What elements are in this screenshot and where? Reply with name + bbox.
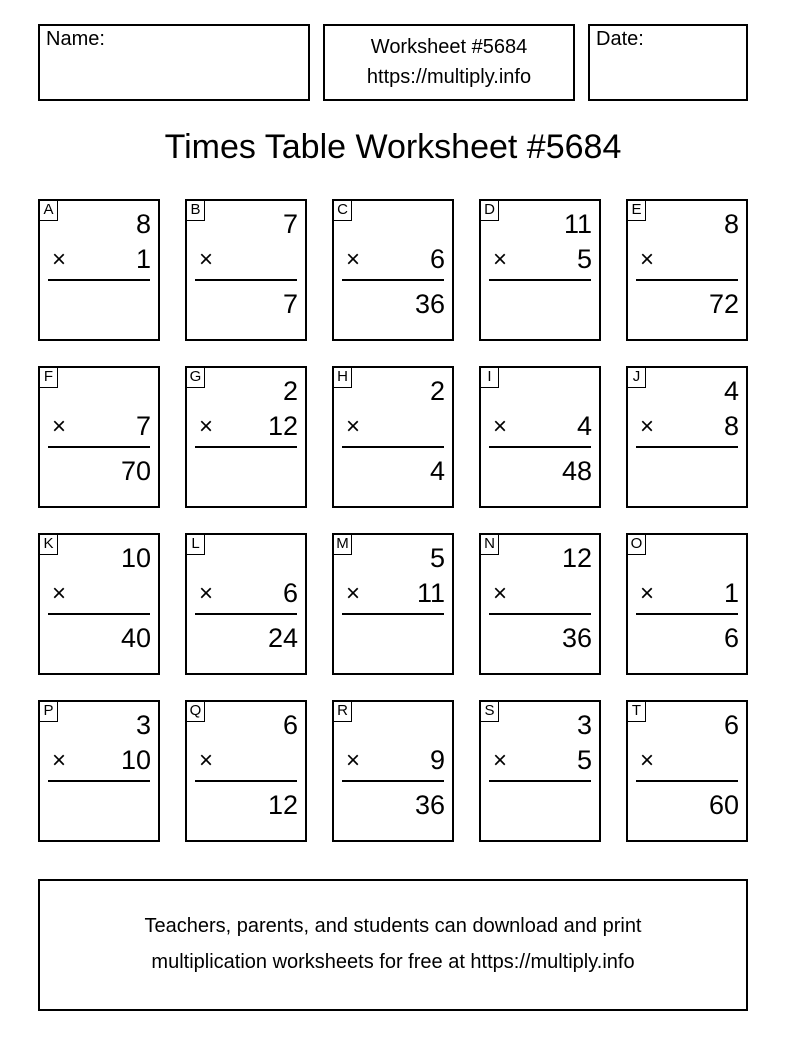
bottom-number[interactable]: 7 bbox=[135, 411, 151, 441]
problem-letter: Q bbox=[186, 701, 205, 722]
footer-box bbox=[38, 879, 748, 1011]
problem-card bbox=[479, 700, 601, 842]
bottom-number[interactable]: 4 bbox=[576, 411, 592, 441]
answer-rule bbox=[636, 279, 738, 281]
answer-rule bbox=[489, 279, 591, 281]
problem-card bbox=[626, 700, 748, 842]
problem-letter: F bbox=[39, 367, 58, 388]
problem-card bbox=[479, 366, 601, 508]
answer-number[interactable]: 72 bbox=[708, 289, 739, 319]
problem-letter: T bbox=[627, 701, 646, 722]
bottom-number[interactable]: 1 bbox=[723, 578, 739, 608]
answer-number[interactable]: 6 bbox=[723, 623, 739, 653]
date-field-box[interactable] bbox=[588, 24, 748, 101]
times-symbol: × bbox=[346, 246, 361, 273]
answer-number[interactable]: 24 bbox=[267, 623, 298, 653]
problem-card bbox=[38, 533, 160, 675]
problem-letter: M bbox=[333, 534, 352, 555]
answer-rule bbox=[342, 613, 444, 615]
problem-card bbox=[185, 366, 307, 508]
times-symbol: × bbox=[199, 747, 214, 774]
bottom-number[interactable]: 10 bbox=[120, 745, 151, 775]
answer-rule bbox=[195, 780, 297, 782]
problem-card bbox=[38, 366, 160, 508]
answer-number[interactable]: 48 bbox=[561, 456, 592, 486]
top-number[interactable]: 10 bbox=[120, 543, 151, 573]
top-number[interactable]: 5 bbox=[429, 543, 445, 573]
top-number[interactable]: 6 bbox=[723, 710, 739, 740]
answer-number[interactable]: 36 bbox=[414, 790, 445, 820]
answer-rule bbox=[48, 780, 150, 782]
problem-letter: E bbox=[627, 200, 646, 221]
times-symbol: × bbox=[640, 580, 655, 607]
top-number[interactable]: 3 bbox=[576, 710, 592, 740]
problem-card bbox=[479, 533, 601, 675]
top-number[interactable]: 7 bbox=[282, 209, 298, 239]
problem-letter: P bbox=[39, 701, 58, 722]
answer-rule bbox=[342, 279, 444, 281]
answer-rule bbox=[48, 613, 150, 615]
times-symbol: × bbox=[640, 246, 655, 273]
answer-number[interactable]: 12 bbox=[267, 790, 298, 820]
top-number[interactable]: 2 bbox=[282, 376, 298, 406]
times-symbol: × bbox=[346, 580, 361, 607]
problem-letter: B bbox=[186, 200, 205, 221]
problem-letter: G bbox=[186, 367, 205, 388]
times-symbol: × bbox=[346, 747, 361, 774]
answer-rule bbox=[636, 613, 738, 615]
date-label: Date: bbox=[596, 28, 644, 50]
problem-letter: I bbox=[480, 367, 499, 388]
answer-number[interactable]: 60 bbox=[708, 790, 739, 820]
times-symbol: × bbox=[493, 747, 508, 774]
worksheet-info-box bbox=[323, 24, 575, 101]
times-symbol: × bbox=[52, 580, 67, 607]
problem-letter: H bbox=[333, 367, 352, 388]
top-number[interactable]: 11 bbox=[563, 209, 592, 239]
problem-card bbox=[185, 199, 307, 341]
worksheet-number: Worksheet #5684 bbox=[370, 36, 528, 58]
top-number[interactable]: 4 bbox=[723, 376, 739, 406]
bottom-number[interactable]: 9 bbox=[429, 745, 445, 775]
name-label: Name: bbox=[46, 28, 105, 50]
answer-rule bbox=[489, 613, 591, 615]
problem-letter: N bbox=[480, 534, 499, 555]
bottom-number[interactable]: 6 bbox=[282, 578, 298, 608]
bottom-number[interactable]: 12 bbox=[267, 411, 298, 441]
bottom-number[interactable]: 11 bbox=[416, 578, 445, 608]
name-field-box[interactable] bbox=[38, 24, 310, 101]
problem-card bbox=[626, 199, 748, 341]
answer-rule bbox=[195, 613, 297, 615]
times-symbol: × bbox=[199, 246, 214, 273]
problem-card bbox=[332, 366, 454, 508]
problem-letter: J bbox=[627, 367, 646, 388]
problem-letter: L bbox=[186, 534, 205, 555]
problem-card bbox=[38, 700, 160, 842]
answer-rule bbox=[48, 279, 150, 281]
top-number[interactable]: 3 bbox=[135, 710, 151, 740]
problem-letter: D bbox=[480, 200, 499, 221]
problem-card bbox=[626, 533, 748, 675]
times-symbol: × bbox=[199, 580, 214, 607]
times-symbol: × bbox=[493, 246, 508, 273]
problem-card bbox=[626, 366, 748, 508]
page-title: Times Table Worksheet #5684 bbox=[164, 128, 622, 166]
top-number[interactable]: 2 bbox=[429, 376, 445, 406]
problem-letter: A bbox=[39, 200, 58, 221]
problem-letter: C bbox=[333, 200, 352, 221]
problem-letter: K bbox=[39, 534, 58, 555]
times-symbol: × bbox=[640, 747, 655, 774]
answer-number[interactable]: 40 bbox=[120, 623, 151, 653]
times-symbol: × bbox=[52, 246, 67, 273]
answer-number[interactable]: 36 bbox=[414, 289, 445, 319]
answer-rule bbox=[342, 446, 444, 448]
answer-rule bbox=[636, 446, 738, 448]
problem-letter: S bbox=[480, 701, 499, 722]
top-number[interactable]: 6 bbox=[282, 710, 298, 740]
times-symbol: × bbox=[493, 580, 508, 607]
top-number[interactable]: 12 bbox=[561, 543, 592, 573]
footer-text-line-1: Teachers, parents, and students can download and print bbox=[144, 915, 642, 937]
problem-card bbox=[38, 199, 160, 341]
answer-rule bbox=[489, 780, 591, 782]
bottom-number[interactable]: 1 bbox=[135, 244, 151, 274]
answer-rule bbox=[195, 279, 297, 281]
times-symbol: × bbox=[52, 747, 67, 774]
times-symbol: × bbox=[640, 413, 655, 440]
problem-card bbox=[332, 533, 454, 675]
bottom-number[interactable]: 8 bbox=[723, 411, 739, 441]
answer-number[interactable]: 7 bbox=[282, 289, 298, 319]
answer-rule bbox=[636, 780, 738, 782]
top-number[interactable]: 8 bbox=[135, 209, 151, 239]
answer-rule bbox=[489, 446, 591, 448]
problem-letter: O bbox=[627, 534, 646, 555]
problem-card bbox=[185, 533, 307, 675]
times-symbol: × bbox=[52, 413, 67, 440]
answer-rule bbox=[342, 780, 444, 782]
footer-text-line-2: multiplication worksheets for free at https://multiply.info bbox=[151, 951, 635, 973]
problem-card bbox=[479, 199, 601, 341]
answer-number[interactable]: 36 bbox=[561, 623, 592, 653]
answer-rule bbox=[48, 446, 150, 448]
problem-card bbox=[185, 700, 307, 842]
problem-letter: R bbox=[333, 701, 352, 722]
times-symbol: × bbox=[199, 413, 214, 440]
top-number[interactable]: 8 bbox=[723, 209, 739, 239]
bottom-number[interactable]: 5 bbox=[576, 745, 592, 775]
bottom-number[interactable]: 5 bbox=[576, 244, 592, 274]
times-symbol: × bbox=[346, 413, 361, 440]
problem-card bbox=[332, 199, 454, 341]
bottom-number[interactable]: 6 bbox=[429, 244, 445, 274]
times-symbol: × bbox=[493, 413, 508, 440]
answer-rule bbox=[195, 446, 297, 448]
answer-number[interactable]: 70 bbox=[120, 456, 151, 486]
answer-number[interactable]: 4 bbox=[429, 456, 445, 486]
problem-card bbox=[332, 700, 454, 842]
worksheet-url: https://multiply.info bbox=[366, 66, 532, 88]
